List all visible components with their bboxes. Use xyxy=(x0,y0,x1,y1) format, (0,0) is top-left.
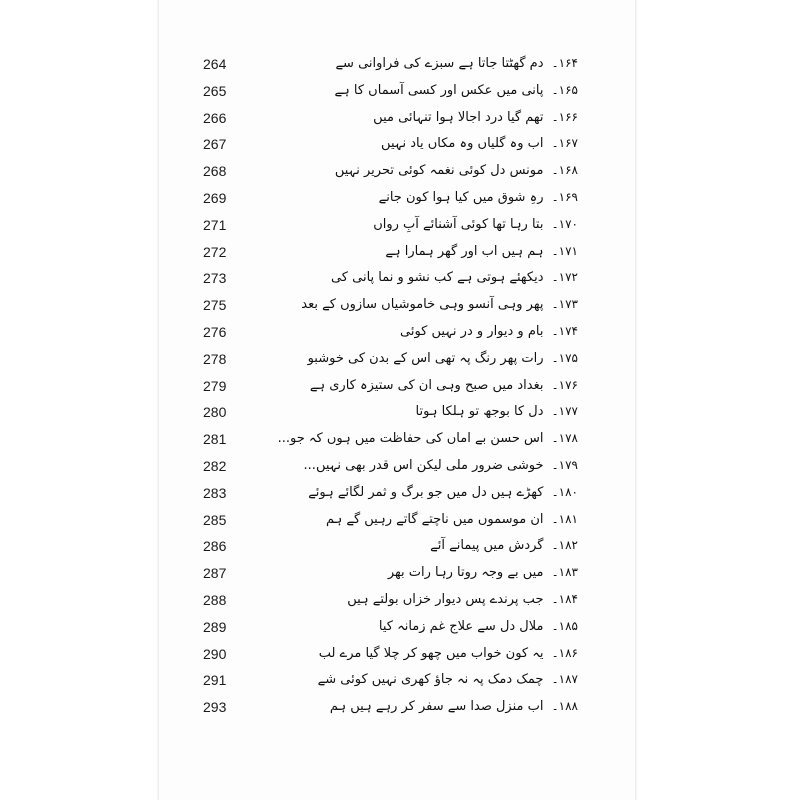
toc-entry-text xyxy=(248,213,578,236)
toc-entry-title: اس حسن بے اماں کی حفاظت میں ہوں کہ جو... xyxy=(277,431,544,447)
toc-entry xyxy=(0,534,800,560)
toc-entry-number: ۱۷۰۔ xyxy=(551,216,578,231)
toc-entry-text xyxy=(248,320,578,343)
toc-page-number: 286 xyxy=(203,538,227,555)
toc-entry-text xyxy=(248,240,578,263)
toc-entry xyxy=(0,642,800,668)
toc-entry-title: دیکھئے ہوتی ہے کب نشو و نما پانی کی xyxy=(330,270,544,286)
toc-entry-number: ۱۷۴۔ xyxy=(551,324,578,338)
toc-entry xyxy=(0,347,800,373)
toc-entry-title: چمک دمک پہ نہ جاؤ کھری نہیں کوئی شے xyxy=(317,672,544,688)
toc-entry-title: یہ کون خواب میں چھو کر چلا گیا مرے لب xyxy=(318,645,544,661)
toc-entry-number: ۱۷۷۔ xyxy=(551,404,578,419)
toc-page-number: 288 xyxy=(203,592,227,608)
toc-page-number: 289 xyxy=(203,618,227,635)
toc-entry-text xyxy=(248,508,578,531)
toc-entry-text xyxy=(248,52,578,75)
toc-entry-number: ۱۶۷۔ xyxy=(551,136,578,151)
toc-entry-number: ۱۸۳۔ xyxy=(551,565,578,580)
toc-entry-number: ۱۷۲۔ xyxy=(551,270,578,285)
toc-entry-text xyxy=(248,427,578,450)
toc-page-number: 276 xyxy=(203,324,227,340)
toc-entry-title: میں بے وجہ روتا رہا رات بھر xyxy=(387,565,544,581)
toc-entry-title: رہِ شوق میں کیا ہوا کون جانے xyxy=(378,190,544,205)
toc-entry-number: ۱۷۹۔ xyxy=(551,458,578,472)
table-of-contents xyxy=(0,52,800,752)
toc-entry xyxy=(0,52,800,78)
toc-entry-number: ۱۸۷۔ xyxy=(551,672,578,687)
toc-page-number: 272 xyxy=(203,243,227,260)
toc-entry-title: ملال دل سے علاج غم زمانہ کیا xyxy=(378,618,544,634)
toc-entry-text xyxy=(248,615,578,638)
toc-page-number: 271 xyxy=(203,216,227,233)
toc-entry-number: ۱۷۶۔ xyxy=(551,377,578,392)
toc-entry xyxy=(0,293,800,319)
toc-entry xyxy=(0,213,800,239)
toc-entry-text xyxy=(248,668,578,691)
toc-entry xyxy=(0,561,800,587)
toc-entry-number: ۱۶۹۔ xyxy=(551,190,578,204)
toc-entry xyxy=(0,427,800,453)
toc-entry xyxy=(0,79,800,105)
toc-page-number: 291 xyxy=(203,672,227,689)
toc-entry-number: ۱۷۵۔ xyxy=(551,350,578,365)
toc-entry-text xyxy=(248,695,578,718)
toc-entry xyxy=(0,320,800,346)
toc-page-number: 269 xyxy=(203,190,227,206)
toc-entry-title: جب پرندے پس دیوار خزاں بولتے ہیں xyxy=(347,592,544,607)
toc-entry-number: ۱۷۸۔ xyxy=(551,431,578,446)
toc-entry-title: بغداد میں صبح وہی ان کی ستیزہ کاری ہے xyxy=(309,377,544,393)
toc-page-number: 290 xyxy=(203,645,227,662)
toc-page-number: 268 xyxy=(203,163,227,180)
toc-page-number: 265 xyxy=(203,82,227,99)
toc-entry-number: ۱۶۸۔ xyxy=(551,163,578,178)
toc-entry-number: ۱۸۴۔ xyxy=(551,592,578,606)
toc-entry-title: اب وہ گلیاں وہ مکاں یاد نہیں xyxy=(381,136,544,152)
toc-entry-title: ان موسموں میں ناچتے گاتے رہیں گے ہم xyxy=(325,511,544,527)
toc-entry-text xyxy=(248,132,578,155)
toc-entry-number: ۱۶۵۔ xyxy=(551,82,578,97)
toc-entry-title: مونس دل کوئی نغمہ کوئی تحریر نہیں xyxy=(334,163,544,179)
toc-entry-text xyxy=(248,561,578,584)
toc-entry-title: خوشی ضرور ملی لیکن اس قدر بھی نہیں... xyxy=(303,458,544,473)
toc-entry xyxy=(0,695,800,721)
toc-entry-title: ہم ہیں اب اور گھر ہمارا ہے xyxy=(385,243,544,259)
toc-entry xyxy=(0,508,800,534)
toc-entry-text xyxy=(248,588,578,611)
toc-page-number: 279 xyxy=(203,377,227,394)
toc-entry-text xyxy=(248,534,578,557)
toc-entry-title: بام و دیوار و در نہیں کوئی xyxy=(400,324,544,339)
toc-entry-title: اب منزل صدا سے سفر کر رہے ہیں ہم xyxy=(329,699,544,715)
toc-entry xyxy=(0,186,800,212)
toc-entry xyxy=(0,132,800,158)
toc-entry xyxy=(0,481,800,507)
toc-entry-title: کھڑے ہیں دل میں جو برگ و ثمر لگائے ہوئے xyxy=(308,484,544,500)
toc-entry xyxy=(0,240,800,266)
toc-entry-text xyxy=(248,186,578,209)
toc-page-number: 282 xyxy=(203,458,227,474)
toc-entry-number: ۱۶۶۔ xyxy=(551,109,578,124)
toc-page-number: 278 xyxy=(203,350,227,367)
toc-entry xyxy=(0,400,800,426)
toc-entry-title: پھر وہی آنسو وہی خاموشیاں سازوں کے بعد xyxy=(301,297,544,313)
toc-entry-number: ۱۸۸۔ xyxy=(551,699,578,714)
toc-entry xyxy=(0,668,800,694)
toc-entry-text xyxy=(248,481,578,504)
toc-page-number: 273 xyxy=(203,270,227,287)
toc-page-number: 264 xyxy=(203,56,227,72)
toc-entry-number: ۱۸۰۔ xyxy=(551,484,578,499)
toc-entry-number: ۱۸۱۔ xyxy=(551,511,578,526)
toc-entry xyxy=(0,615,800,641)
toc-entry-title: دم گھٹتا جاتا ہے سبزے کی فراوانی سے xyxy=(335,56,544,71)
toc-entry-number: ۱۶۴۔ xyxy=(551,56,578,70)
toc-entry-text xyxy=(248,347,578,370)
toc-entry-title: بتا رہا تھا کوئی آشنائے آبِ رواں xyxy=(373,216,544,232)
toc-entry xyxy=(0,159,800,185)
toc-page-number: 275 xyxy=(203,297,227,314)
toc-page-number: 283 xyxy=(203,484,227,501)
toc-entry-number: ۱۸۶۔ xyxy=(551,645,578,660)
toc-entry xyxy=(0,588,800,614)
toc-entry-text xyxy=(248,454,578,477)
toc-entry-number: ۱۷۱۔ xyxy=(551,243,578,258)
toc-entry-text xyxy=(248,374,578,397)
toc-entry-text xyxy=(248,642,578,665)
toc-entry xyxy=(0,266,800,292)
toc-entry-title: پانی میں عکس اور کسی آسماں کا ہے xyxy=(334,82,544,98)
toc-entry-number: ۱۸۲۔ xyxy=(551,538,578,553)
toc-page-number: 266 xyxy=(203,109,227,126)
toc-entry-title: رات پھر رنگ پہ تھی اس کے بدن کی خوشبو xyxy=(307,350,544,366)
toc-entry-title: تھم گیا درد اجالا ہوا تنہائی میں xyxy=(373,109,544,125)
toc-entry-number: ۱۸۵۔ xyxy=(551,618,578,633)
toc-entry-text xyxy=(248,266,578,289)
toc-entry-text xyxy=(248,293,578,316)
toc-entry-text xyxy=(248,159,578,182)
toc-entry-text xyxy=(248,79,578,102)
toc-entry-title: گردش میں پیمانے آئے xyxy=(430,538,544,554)
toc-entry xyxy=(0,106,800,132)
toc-page-number: 287 xyxy=(203,565,227,582)
toc-page-number: 267 xyxy=(203,136,227,153)
toc-entry-text xyxy=(248,106,578,129)
toc-page-number: 293 xyxy=(203,699,227,716)
toc-entry xyxy=(0,454,800,480)
toc-page-number: 280 xyxy=(203,404,227,421)
toc-entry-text xyxy=(248,400,578,423)
toc-page-number: 281 xyxy=(203,431,227,448)
toc-entry-title: دل کا بوجھ تو ہلکا ہوتا xyxy=(415,404,544,420)
toc-page-number: 285 xyxy=(203,511,227,528)
toc-entry-number: ۱۷۳۔ xyxy=(551,297,578,312)
toc-entry xyxy=(0,374,800,400)
